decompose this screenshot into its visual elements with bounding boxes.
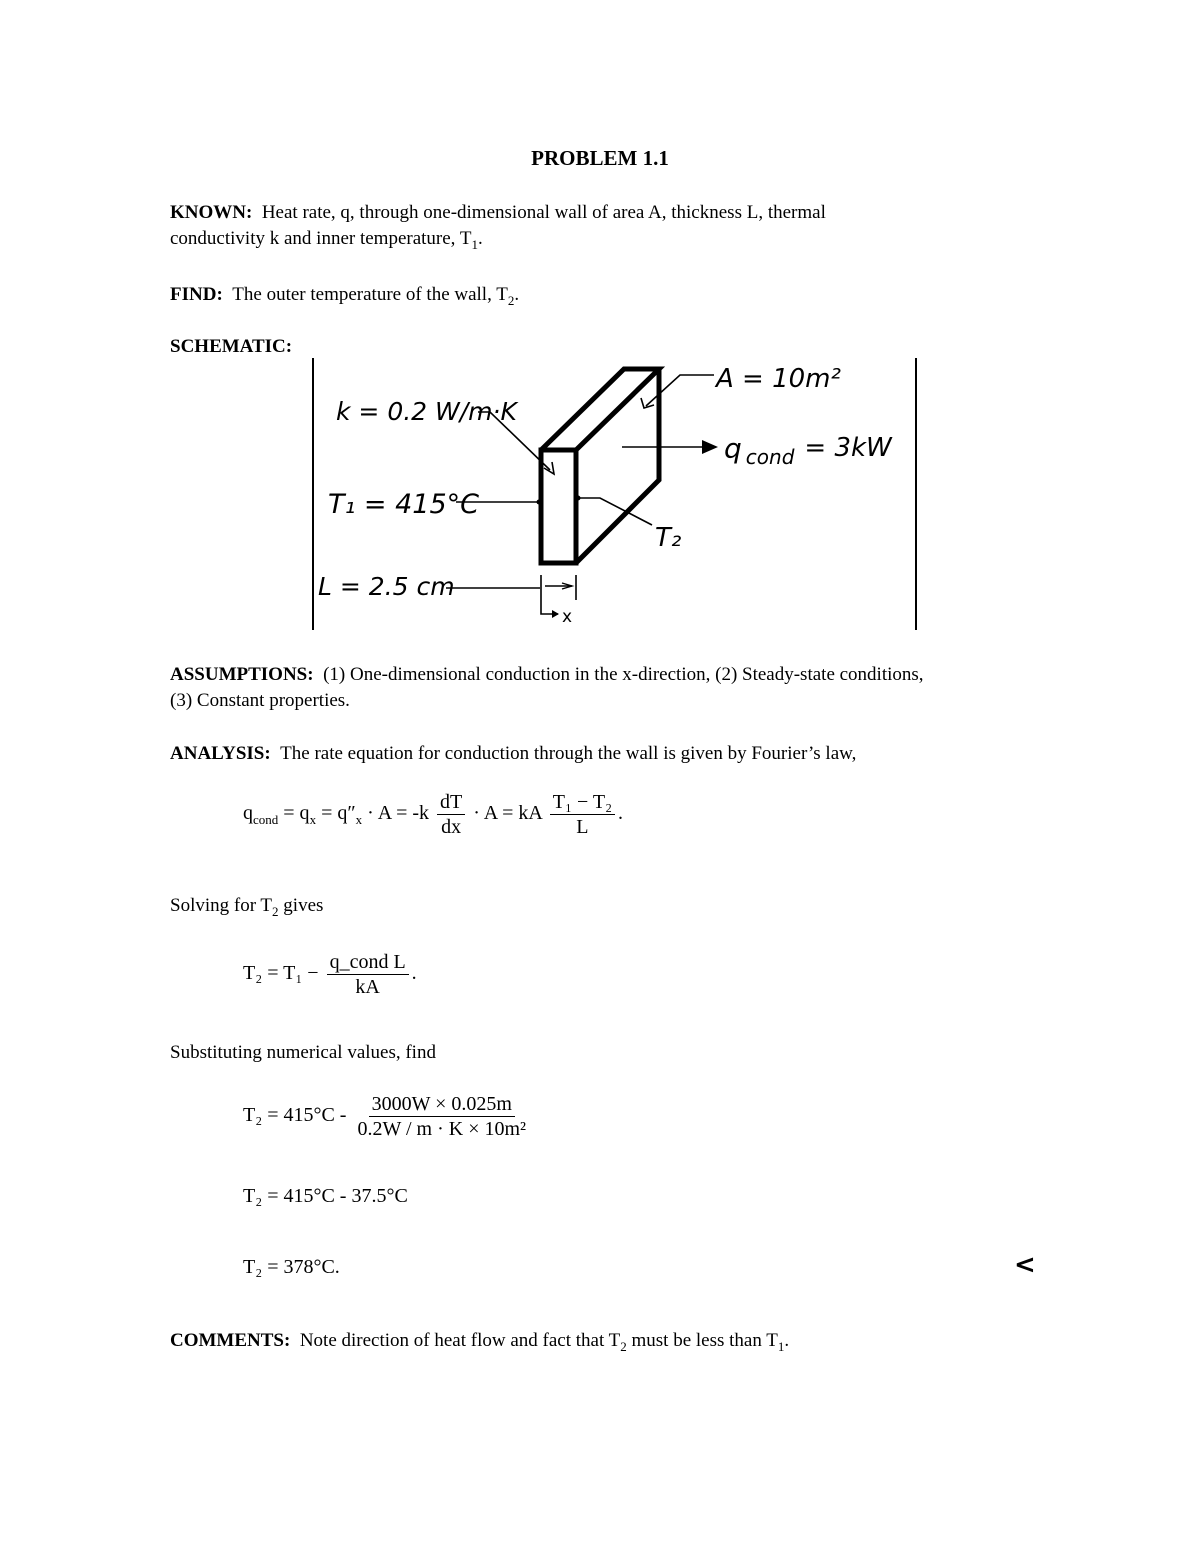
analysis-section [170,741,1050,767]
comments-end: . [784,1330,790,1351]
analysis-label: ANALYSIS: [170,743,271,764]
q-label-main: q [724,432,742,465]
assumptions-section [170,662,1050,714]
eq1-dt-den: dx [441,816,462,838]
known-line2: conductivity k and inner temperature, T [170,228,472,249]
eq2-den: kA [355,976,380,998]
eq1-temp-fraction [550,790,615,839]
eq1-end: . [618,802,624,825]
page-title: PROBLEM 1.1 [531,146,669,170]
t1-dot [537,500,542,505]
equation-t2-solved [243,950,417,999]
answer-marker: < [1014,1250,1036,1280]
x-axis-arrow [552,610,559,618]
t2-dot [576,496,581,501]
eq2-fraction [327,950,409,999]
find-label: FIND: [170,284,223,305]
schematic-diagram [300,350,930,635]
known-line1: Heat rate, q, through one-dimensional wall of area A, thickness L, thermal [261,202,826,223]
eq3-lhs: T₂ = 415°C - [243,1104,347,1127]
x-label: x [562,607,573,627]
q-label [724,432,893,469]
k-label: k = 0.2 W/m·K [336,397,517,426]
find-end: . [514,284,520,305]
x-axis-line [541,600,558,614]
eq1-frac-num: T₁ − T₂ [550,790,615,815]
q-label-sub: cond [745,445,795,469]
q-label-value: = 3kW [804,433,892,463]
solving-text-block [170,893,1050,925]
t2-label: T₂ [655,523,682,553]
eq1-a2: · A = kA [473,802,542,825]
t1-label: T₁ = 415°C [328,489,479,520]
q-arrow-head [702,440,718,454]
eq1-dt-num: dT [437,790,465,815]
solving-end: gives [278,895,324,916]
solving-text: Solving for T [170,895,273,916]
solving-sub: 2 [272,903,279,919]
eq1-lhs-sub: cond [253,812,279,828]
eq1-lhs: q [243,802,253,825]
eq1-a: · A = -k [367,802,430,825]
comments-text-a: Note direction of heat flow and fact that T [299,1330,621,1351]
eq1-mid-sub: x [309,812,317,828]
known-label: KNOWN: [170,202,253,223]
equation-intermediate [243,1185,408,1208]
comments-section [170,1328,1050,1360]
eq4-text: T₂ = 415°C - 37.5°C [243,1185,408,1207]
equation-fourier [243,790,623,839]
known-section [170,200,1050,258]
comments-text-b: must be less than T [626,1330,778,1351]
eq3-den: 0.2W / m · K × 10m² [357,1118,527,1140]
known-line2-sub: 1 [471,236,478,252]
comments-sub-b: 1 [777,1338,785,1354]
a-leader [646,375,714,406]
eq1-flux-sub: x [355,812,363,828]
find-text: The outer temperature of the wall, T [232,284,508,305]
eq5-text: T₂ = 378°C. [243,1256,340,1278]
eq3-fraction [354,1092,529,1141]
eq2-end: . [411,962,417,985]
assumptions-label: ASSUMPTIONS: [170,664,314,685]
equation-final-answer [243,1256,340,1279]
eq1-dtdx-fraction [437,790,465,839]
comments-sub-a: 2 [620,1338,627,1354]
substituting-text: Substituting numerical values, find [170,1042,436,1063]
equation-substituted [243,1092,532,1141]
eq2-num: q_cond L [327,950,409,975]
eq1-mid: = q [283,802,310,825]
assumptions-line1: (1) One-dimensional conduction in the x-direction, (2) Steady-state conditions, [323,664,924,685]
schematic-label: SCHEMATIC: [170,336,293,357]
find-sub: 2 [507,292,515,308]
l-label: L = 2.5 cm [318,572,455,601]
eq3-num: 3000W × 0.025m [369,1092,515,1117]
known-line2-end: . [477,228,483,249]
comments-label: COMMENTS: [170,1330,291,1351]
eq1-flux: = q″ [321,802,356,825]
analysis-text: The rate equation for conduction through the wall is given by Fourier’s law, [280,743,857,764]
find-section [170,282,1050,314]
eq1-frac-den: L [576,816,589,838]
assumptions-line2: (3) Constant properties. [170,690,350,711]
eq2-lhs: T₂ = T₁ − [243,962,319,985]
a-label: A = 10m² [716,364,841,394]
substituting-text-block [170,1040,1050,1066]
